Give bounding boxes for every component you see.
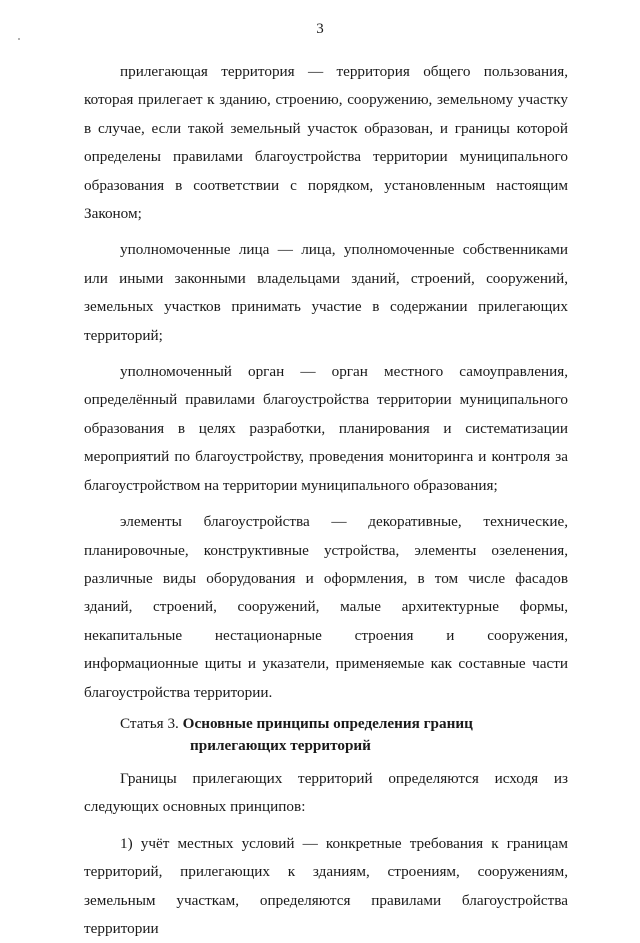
article-heading: [84, 713, 568, 757]
definition-authorized-persons: уполномоченные лица — лица, уполномоченные собственниками или иными законными владельцами зданий, строений, сооружений, земельных участков принимать участие в содержании прилегающих территорий;: [84, 241, 568, 344]
article-prefix: Статья 3.: [120, 714, 179, 732]
definition-improvement-elements: элементы благоустройства — декоративные, технические, планировочные, конструктивные устройства, элементы озеленения, различные виды оборудования и оформления, в том числе фасадов зданий, строений, сооружений, малые архитектурные формы, некапитальные нестационарные строения и сооружения, информационные щиты и указатели, применяемые как составные части благоустройства территории.: [84, 513, 568, 701]
definition-adjacent-territory: прилегающая территория — территория общего пользования, которая прилегает к зданию, строению, сооружению, земельному участку в случае, если такой земельный участок образован, и границы которой определены правилами благоустройства территории муниципального образования в соответствии с порядком, установленным настоящим Законом;: [84, 63, 568, 223]
page-number: 3: [316, 21, 324, 37]
document-body: [84, 58, 568, 943]
principles-intro: Границы прилегающих территорий определяются исходя из следующих основных принципов:: [84, 769, 568, 816]
article-title-line2: прилегающих территорий: [190, 736, 371, 754]
principle-1-local-conditions: 1) учёт местных условий — конкретные требования к границам территорий, прилегающих к зданиям, строениям, сооружениям, земельным участкам, определяются правилами благоустройства территории: [84, 834, 568, 937]
definition-authorized-body: уполномоченный орган — орган местного самоуправления, определённый правилами благоустройства территории муниципального образования в целях разработки, планирования и систематизации мероприятий по благоустройству, проведения мониторинга и контроля за благоустройством на территории муниципального образования;: [84, 363, 568, 494]
article-title-line1: Основные принципы определения границ: [182, 714, 473, 732]
scan-speck: [18, 38, 20, 40]
